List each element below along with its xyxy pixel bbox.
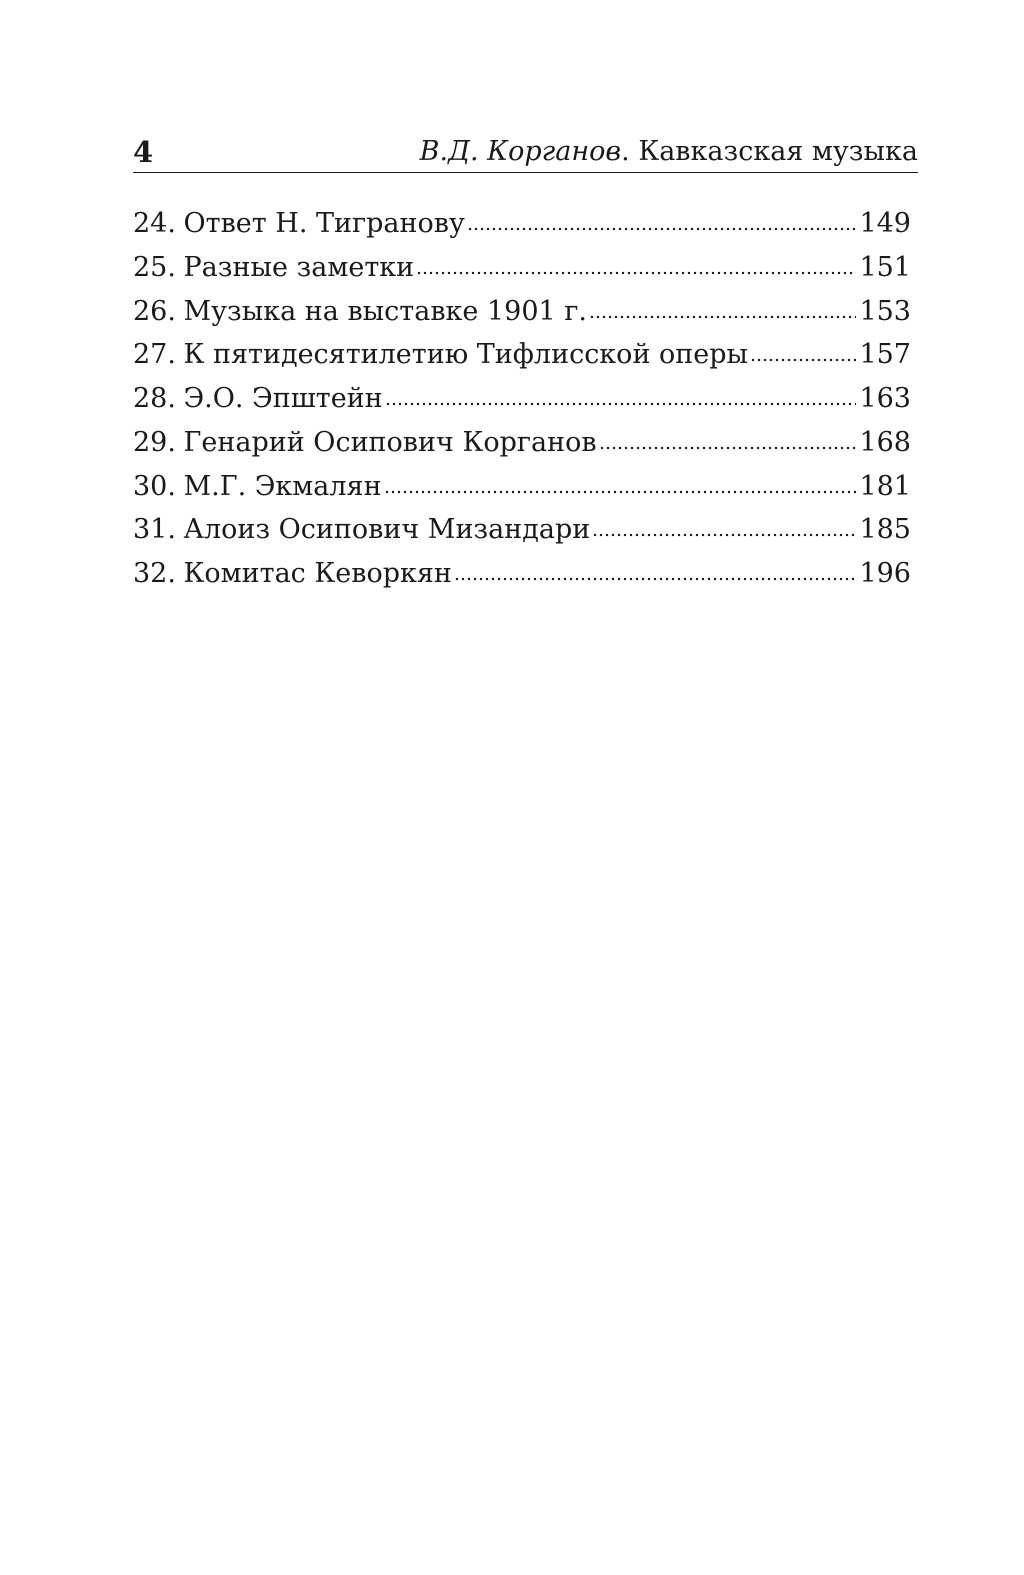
toc-entry-page: 149 [859, 208, 911, 239]
toc-dot-leader [590, 290, 856, 320]
toc-entry-number: 29. [133, 426, 176, 458]
toc-entry-number: 25. [133, 251, 176, 283]
toc-entry-title: Музыка на выставке 1901 г. [183, 295, 587, 327]
toc-entry [133, 290, 911, 334]
toc-entry-title: М.Г. Экмалян [183, 470, 382, 502]
running-title-book: Кавказская музыка [638, 136, 918, 167]
toc-dot-leader [385, 465, 857, 495]
running-title-separator: . [621, 136, 630, 167]
toc-entry-page: 157 [859, 339, 911, 371]
toc-entry-title: Э.О. Эпштейн [183, 383, 383, 414]
toc-entry-number: 32. [133, 558, 176, 589]
toc-entry-title: Ответ Н. Тигранову [183, 208, 465, 239]
running-title [420, 134, 918, 170]
running-title-author: В.Д. Корганов [419, 136, 622, 167]
toc-entry [133, 202, 911, 246]
toc-entry-page: 196 [859, 558, 911, 589]
toc-entry-title: Комитас Кеворкян [183, 558, 452, 589]
toc-dot-leader [455, 552, 857, 582]
toc-entry-title: Алоиз Осипович Мизандари [183, 514, 591, 546]
toc-entry [133, 377, 911, 421]
toc-entry-number: 26. [133, 295, 176, 327]
toc-entry-page: 168 [859, 426, 911, 458]
toc-entry-number: 28. [133, 383, 176, 414]
toc-dot-leader [593, 508, 856, 538]
toc-entry-title: Разные заметки [183, 251, 415, 283]
header-rule [133, 172, 918, 173]
toc-dot-leader [600, 421, 857, 451]
toc-entry-number: 24. [133, 208, 176, 239]
toc-entry [133, 333, 911, 377]
toc-entry [133, 246, 911, 290]
running-header [133, 132, 918, 172]
toc-entry-page: 185 [859, 514, 911, 546]
toc-dot-leader [417, 246, 856, 276]
page-number: 4 [133, 135, 154, 169]
toc-entry-page: 151 [859, 251, 911, 283]
toc-dot-leader [386, 377, 857, 407]
toc-entry-title: Генарий Осипович Корганов [183, 426, 597, 458]
toc-entry [133, 508, 911, 552]
toc-entry-number: 30. [133, 470, 176, 502]
toc-entry-page: 163 [859, 383, 911, 414]
toc-entry [133, 465, 911, 509]
toc-entry-page: 181 [859, 470, 911, 502]
toc-entry-page: 153 [859, 295, 911, 327]
toc-dot-leader [468, 202, 857, 232]
toc-entry [133, 552, 911, 596]
table-of-contents [133, 202, 911, 596]
toc-dot-leader [751, 333, 856, 363]
toc-entry-number: 27. [133, 339, 176, 371]
toc-entry-title: К пятидесятилетию Тифлисской оперы [183, 339, 749, 371]
toc-entry [133, 421, 911, 465]
toc-entry-number: 31. [133, 514, 176, 546]
